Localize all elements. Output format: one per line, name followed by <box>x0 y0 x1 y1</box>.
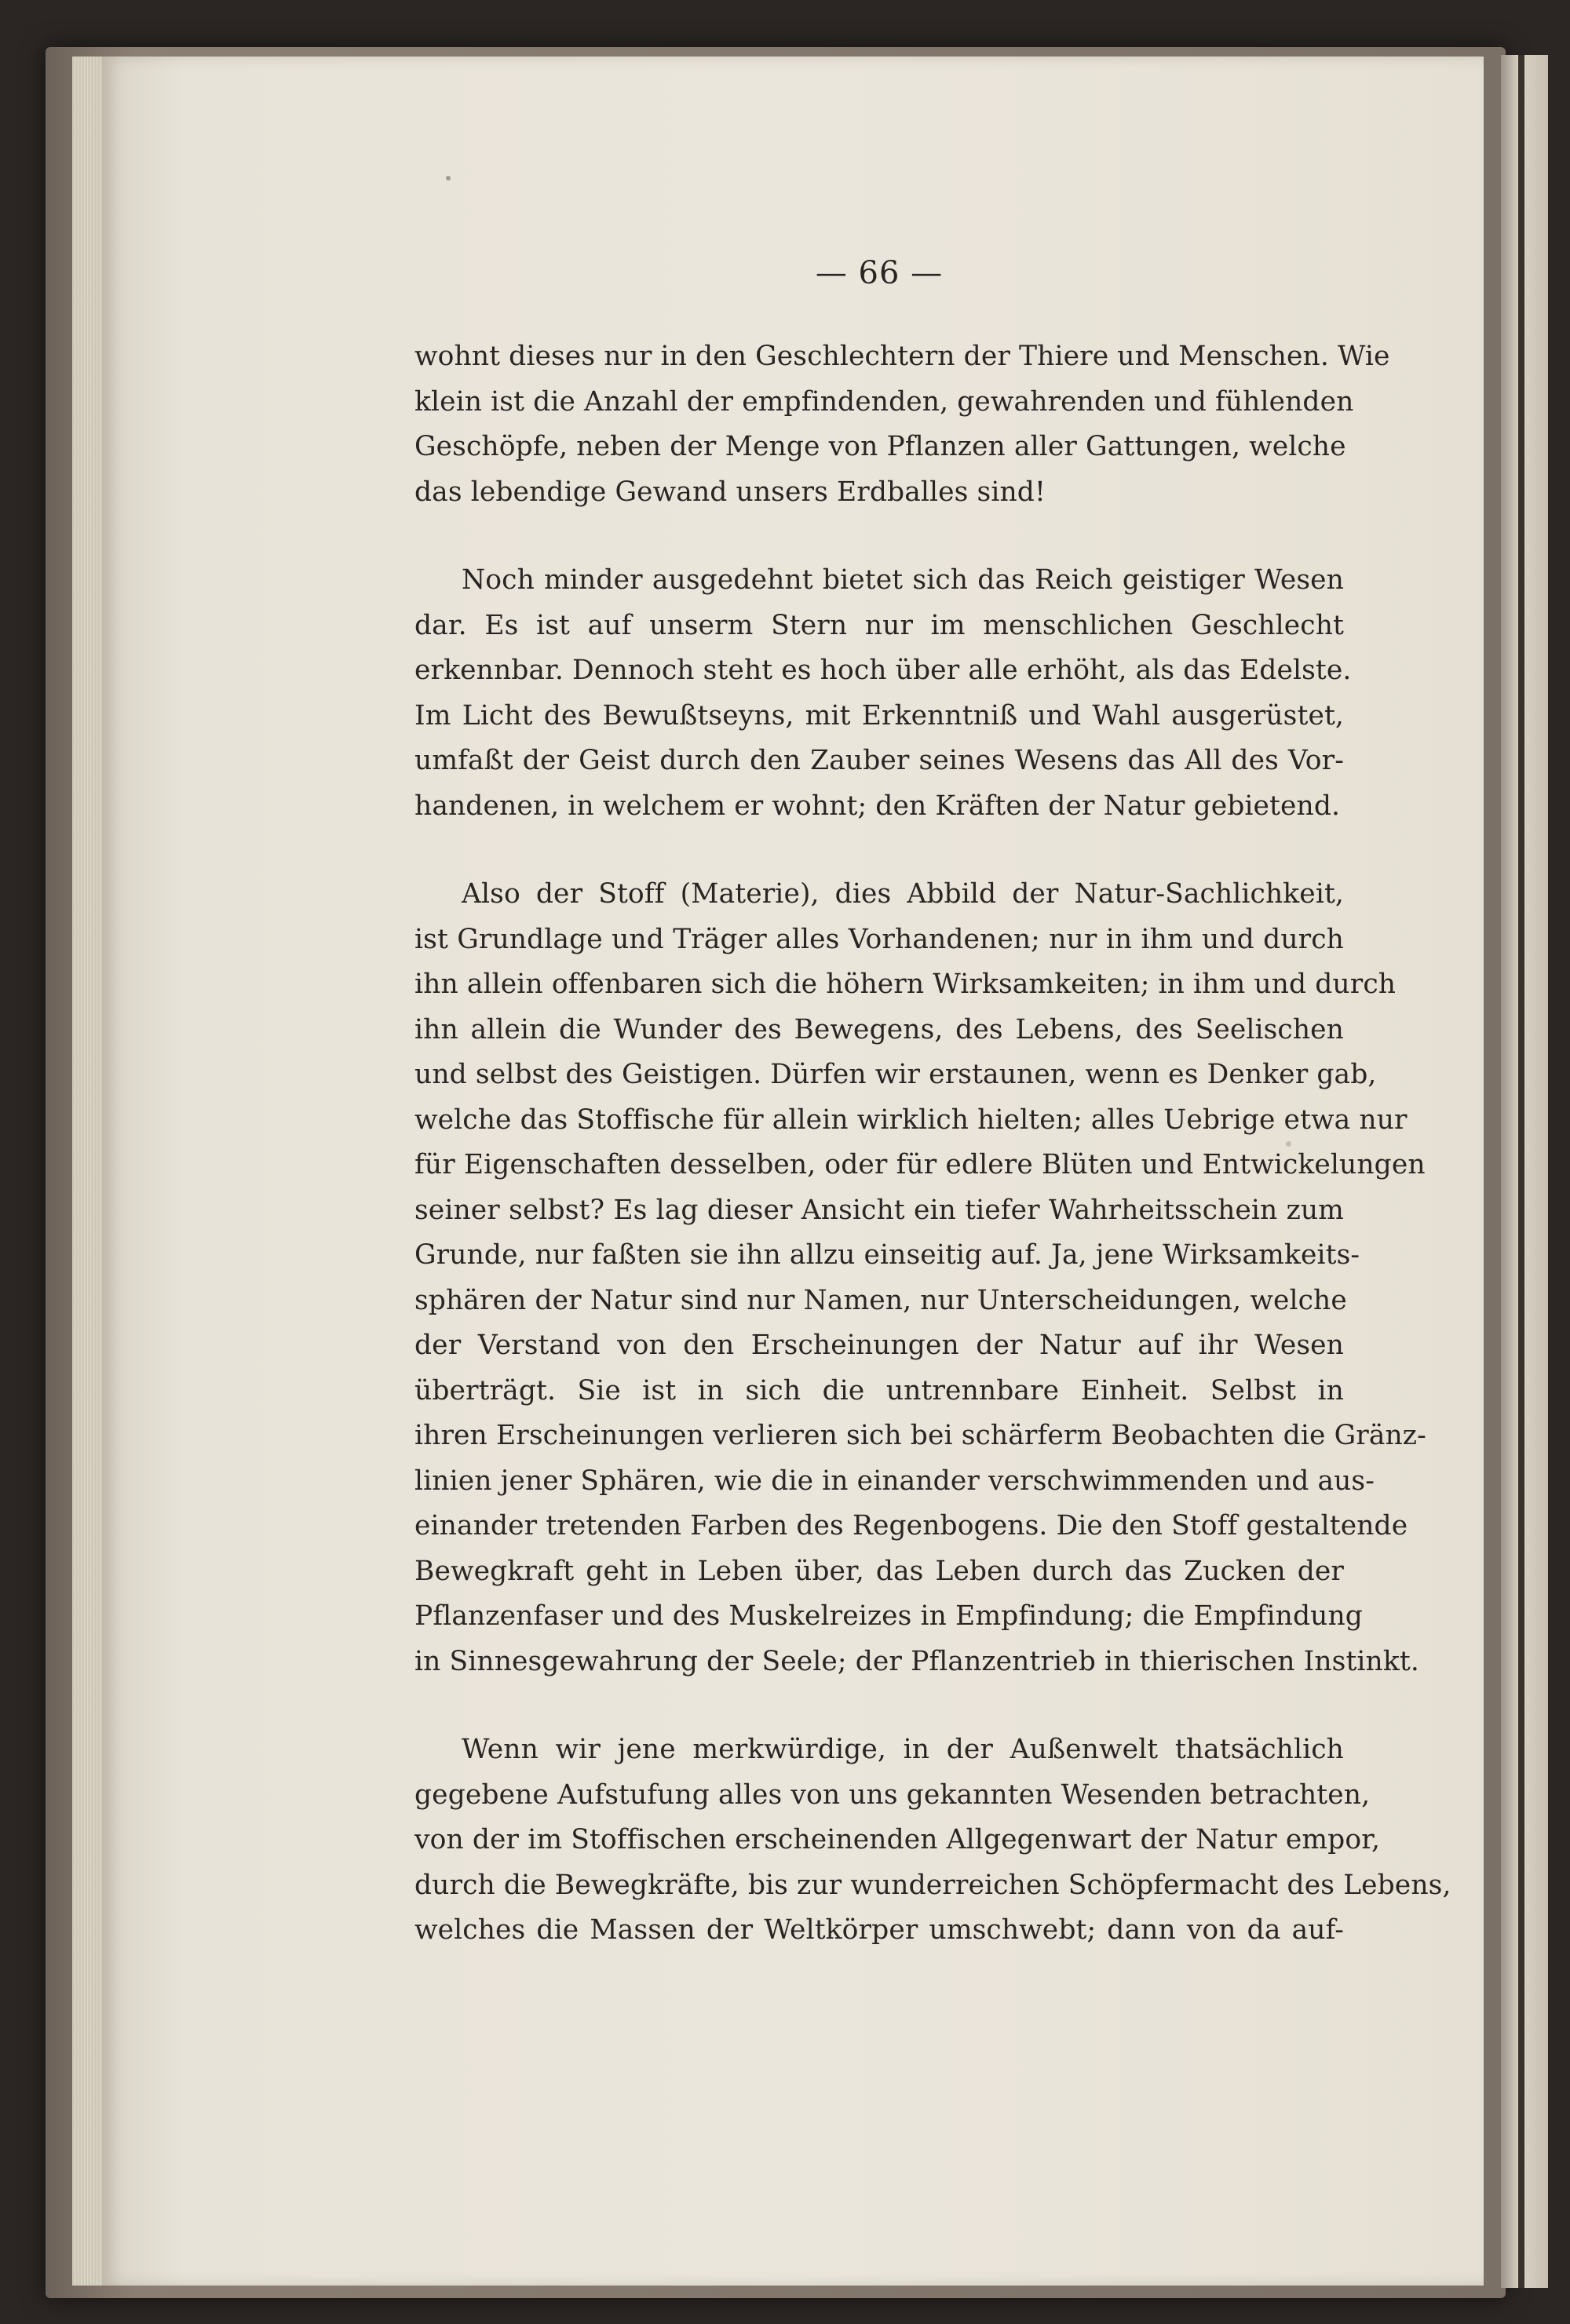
page-number: — 66 — <box>815 255 944 291</box>
text-line: wohnt dieses nur in den Geschlechtern der Thiere und Menschen. Wie <box>414 341 1390 372</box>
text-line: für Eigenschaften desselben, oder für edlere Blüten und Entwickelungen <box>414 1149 1426 1180</box>
text-line: klein ist die Anzahl der empfindenden, gewahrenden und fühlenden <box>414 385 1354 418</box>
text-line: von der im Stoffischen erscheinenden Allgegenwart der Natur empor, <box>414 1824 1381 1855</box>
ink-spot <box>446 176 451 181</box>
text-line: dar. Es ist auf unserm Stern nur im menschlichen Geschlecht <box>414 609 1344 641</box>
text-line: ihn allein offenbaren sich die höhern Wirksamkeiten; in ihm und durch <box>414 969 1397 1000</box>
text-line: welches die Massen der Weltkörper umschwebt; dann von da auf- <box>414 1914 1344 1946</box>
text-line: einander tretenden Farben des Regenbogens. Die den Stoff gestaltende <box>414 1510 1408 1541</box>
text-line: linien jener Sphären, wie die in einander verschwimmenden und aus- <box>414 1465 1375 1497</box>
text-line: welche das Stoffische für allein wirklich hielten; alles Uebrige etwa nur <box>414 1104 1408 1136</box>
page-text <box>414 250 1451 1954</box>
text-line: in Sinnesgewahrung der Seele; der Pflanzentrieb in thierischen Instinkt. <box>414 1645 1419 1677</box>
gutter-shadow <box>1518 55 1524 2288</box>
text-line: Grunde, nur faßten sie ihn allzu einseitig auf. Ja, jene Wirksamkeits- <box>414 1239 1360 1271</box>
text-line: seiner selbst? Es lag dieser Ansicht ein tiefer Wahrheitsschein zum <box>414 1194 1344 1226</box>
text-line: Im Licht des Bewußtseyns, mit Erkenntniß und Wahl ausgerüstet, <box>414 699 1344 731</box>
text-line: umfaßt der Geist durch den Zauber seines Wesens das All des Vor- <box>414 745 1344 776</box>
paragraph <box>414 334 1390 515</box>
next-page-edge <box>1501 55 1548 2288</box>
paragraph <box>414 872 1426 1684</box>
text-line: ihren Erscheinungen verlieren sich bei schärferm Beobachten die Gränz- <box>414 1420 1426 1451</box>
paragraph <box>414 558 1352 829</box>
text-line: Pflanzenfaser und des Muskelreizes in Empfindung; die Empfindung <box>414 1600 1363 1632</box>
text-line: Geschöpfe, neben der Menge von Pflanzen aller Gattungen, welche <box>414 431 1346 462</box>
text-line: gegebene Aufstufung alles von uns gekannten Wesenden betrachten, <box>414 1779 1371 1811</box>
text-line: Wenn wir jene merkwürdige, in der Außenwelt thatsächlich <box>462 1734 1344 1765</box>
text-line: sphären der Natur sind nur Namen, nur Unterscheidungen, welche <box>414 1284 1347 1316</box>
text-line: der Verstand von den Erscheinungen der Natur auf ihr Wesen <box>414 1330 1344 1361</box>
text-line: das lebendige Gewand unsers Erdballes sind! <box>414 476 1046 508</box>
text-line: Bewegkraft geht in Leben über, das Leben durch das Zucken der <box>414 1555 1344 1587</box>
paragraph <box>414 1727 1451 1954</box>
text-line: ist Grundlage und Träger alles Vorhandenen; nur in ihm und durch <box>414 923 1344 955</box>
text-line: handenen, in welchem er wohnt; den Kräften der Natur gebietend. <box>414 790 1341 822</box>
text-line: Also der Stoff (Materie), dies Abbild der Natur-Sachlichkeit, <box>462 878 1344 910</box>
text-line: und selbst des Geistigen. Dürfen wir erstaunen, wenn es Denker gab, <box>414 1059 1377 1090</box>
text-line: Noch minder ausgedehnt bietet sich das Reich geistiger Wesen <box>462 564 1344 596</box>
text-line: durch die Bewegkräfte, bis zur wunderreichen Schöpfermacht des Lebens, <box>414 1869 1451 1901</box>
text-line: erkennbar. Dennoch steht es hoch über alle erhöht, als das Edelste. <box>414 655 1352 686</box>
text-line: überträgt. Sie ist in sich die untrennbare Einheit. Selbst in <box>414 1374 1344 1406</box>
text-line: ihn allein die Wunder des Bewegens, des Lebens, des Seelischen <box>414 1013 1344 1045</box>
